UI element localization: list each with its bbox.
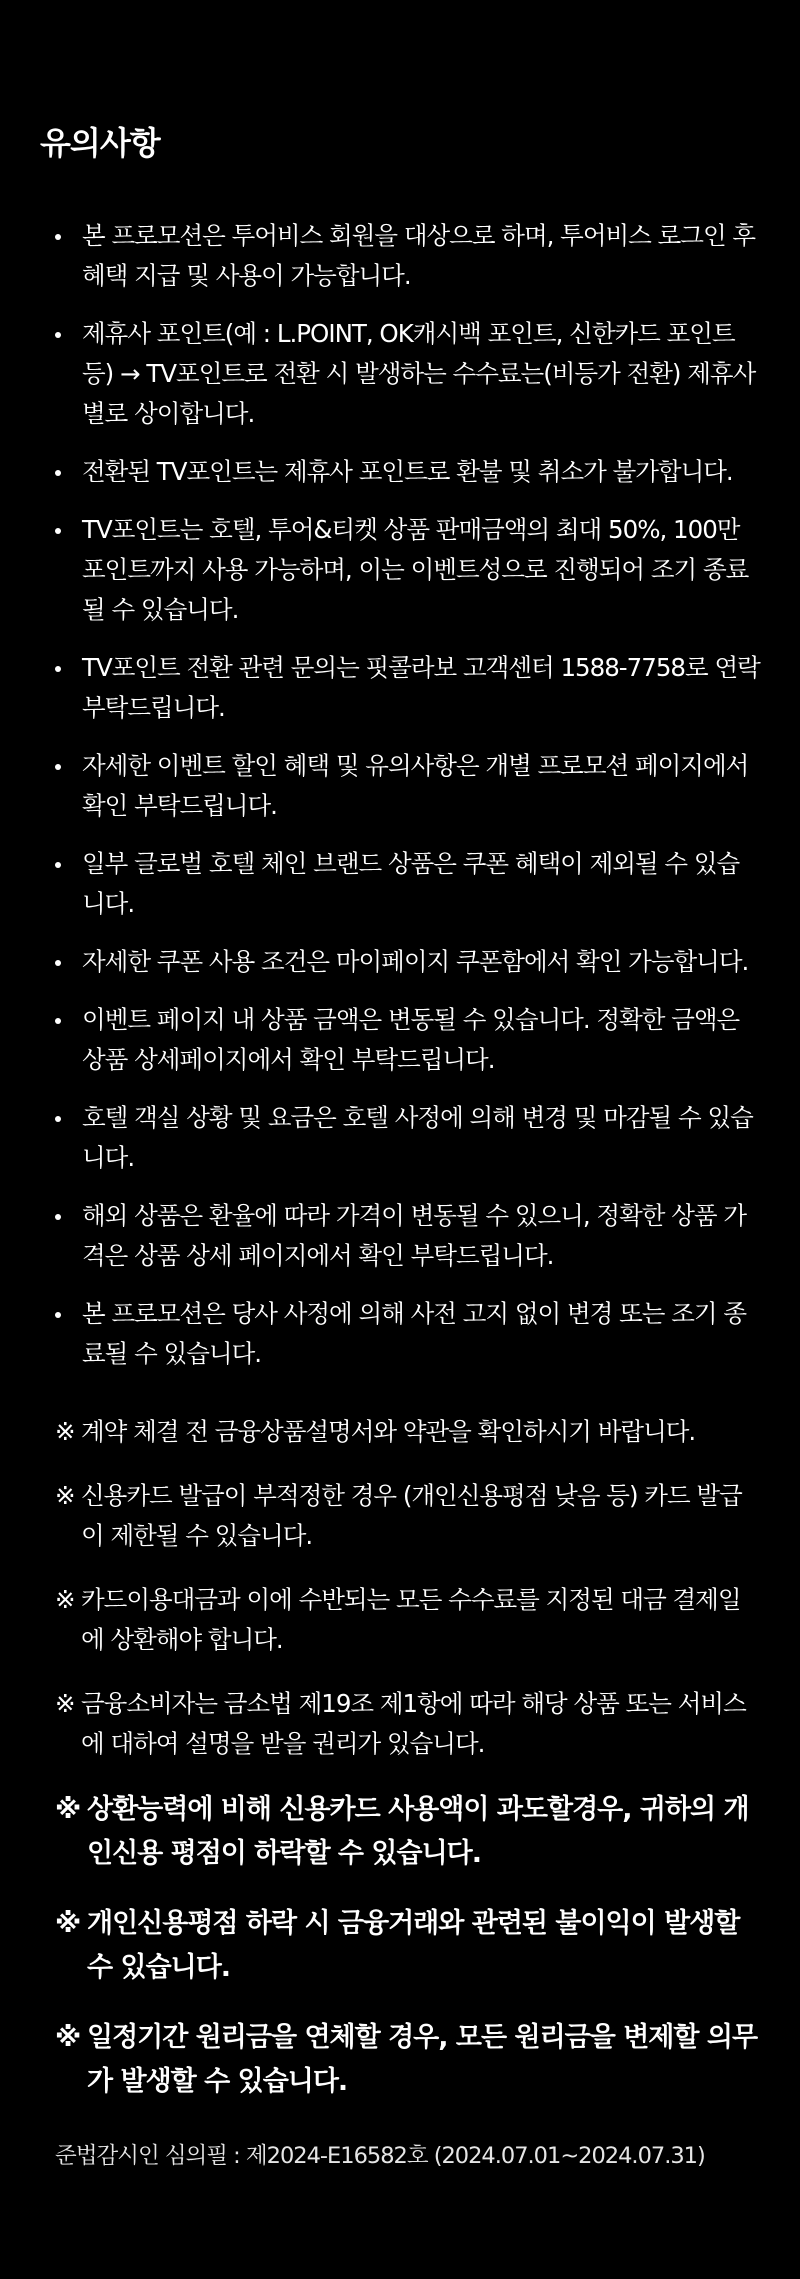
page-title: 유의사항 xyxy=(40,124,160,162)
note-text: 금융소비자는 금소법 제19조 제1항에 따라 해당 상품 또는 서비스에 대하여 설명을 받을 권리가 있습니다. xyxy=(81,1689,746,1758)
list-item: 전환된 TV포인트는 제휴사 포인트로 환불 및 취소가 불가합니다. xyxy=(40,452,760,492)
reference-mark-icon: ※ xyxy=(55,1481,75,1510)
reference-mark-icon: ※ xyxy=(55,1417,75,1446)
financial-note xyxy=(55,1476,760,1556)
reference-mark-icon: ※ xyxy=(55,1908,81,1939)
warning-text: 일정기간 원리금을 연체할 경우, 모든 원리금을 변제할 의무가 발생할 수 있습니다. xyxy=(87,2022,758,2097)
note-text: 카드이용대금과 이에 수반되는 모든 수수료를 지정된 대금 결제일에 상환해야 합니다. xyxy=(81,1585,741,1654)
list-item: 제휴사 포인트(예 : L.POINT, OK캐시백 포인트, 신한카드 포인트 등) → TV포인트로 전환 시 발생하는 수수료는(비등가 전환) 제휴사 별로 상이합니다. xyxy=(40,314,760,434)
financial-note xyxy=(55,1684,760,1764)
reference-mark-icon: ※ xyxy=(55,1689,75,1718)
list-item: 자세한 쿠폰 사용 조건은 마이페이지 쿠폰함에서 확인 가능합니다. xyxy=(40,942,760,982)
warning-note xyxy=(55,1902,760,1990)
financial-note xyxy=(55,1412,760,1452)
reference-mark-icon: ※ xyxy=(55,1585,75,1614)
reference-mark-icon: ※ xyxy=(55,1794,81,1825)
reference-mark-icon: ※ xyxy=(55,2022,81,2053)
list-item: 호텔 객실 상황 및 요금은 호텔 사정에 의해 변경 및 마감될 수 있습니다. xyxy=(40,1098,760,1178)
warning-note xyxy=(55,1788,760,1876)
list-item: 본 프로모션은 투어비스 회원을 대상으로 하며, 투어비스 로그인 후 혜택 지급 및 사용이 가능합니다. xyxy=(40,216,760,296)
list-item: 일부 글로벌 호텔 체인 브랜드 상품은 쿠폰 혜택이 제외될 수 있습니다. xyxy=(40,844,760,924)
note-text: 신용카드 발급이 부적정한 경우 (개인신용평점 낮음 등) 카드 발급이 제한될 수 있습니다. xyxy=(81,1481,742,1550)
list-item: TV포인트는 호텔, 투어&티켓 상품 판매금액의 최대 50%, 100만 포인트까지 사용 가능하며, 이는 이벤트성으로 진행되어 조기 종료될 수 있습니다. xyxy=(40,510,760,630)
compliance-footer: 준법감시인 심의필 : 제2024-E16582호 (2024.07.01~2024.07.31) xyxy=(55,2143,705,2169)
financial-note xyxy=(55,1580,760,1660)
note-text: 계약 체결 전 금융상품설명서와 약관을 확인하시기 바랍니다. xyxy=(81,1417,696,1446)
list-item: 자세한 이벤트 할인 혜택 및 유의사항은 개별 프로모션 페이지에서 확인 부탁드립니다. xyxy=(40,746,760,826)
list-item: 해외 상품은 환율에 따라 가격이 변동될 수 있으니, 정확한 상품 가격은 상품 상세 페이지에서 확인 부탁드립니다. xyxy=(40,1196,760,1276)
notice-list xyxy=(40,216,760,1374)
list-item: 이벤트 페이지 내 상품 금액은 변동될 수 있습니다. 정확한 금액은 상품 상세페이지에서 확인 부탁드립니다. xyxy=(40,1000,760,1080)
warning-text: 개인신용평점 하락 시 금융거래와 관련된 불이익이 발생할 수 있습니다. xyxy=(87,1908,740,1983)
warning-text: 상환능력에 비해 신용카드 사용액이 과도할경우, 귀하의 개인신용 평점이 하락할 수 있습니다. xyxy=(87,1794,749,1869)
warning-note xyxy=(55,2016,760,2104)
list-item: 본 프로모션은 당사 사정에 의해 사전 고지 없이 변경 또는 조기 종료될 수 있습니다. xyxy=(40,1294,760,1374)
list-item: TV포인트 전환 관련 문의는 핏콜라보 고객센터 1588-7758로 연락 부탁드립니다. xyxy=(40,648,760,728)
financial-notices xyxy=(40,1412,760,2104)
